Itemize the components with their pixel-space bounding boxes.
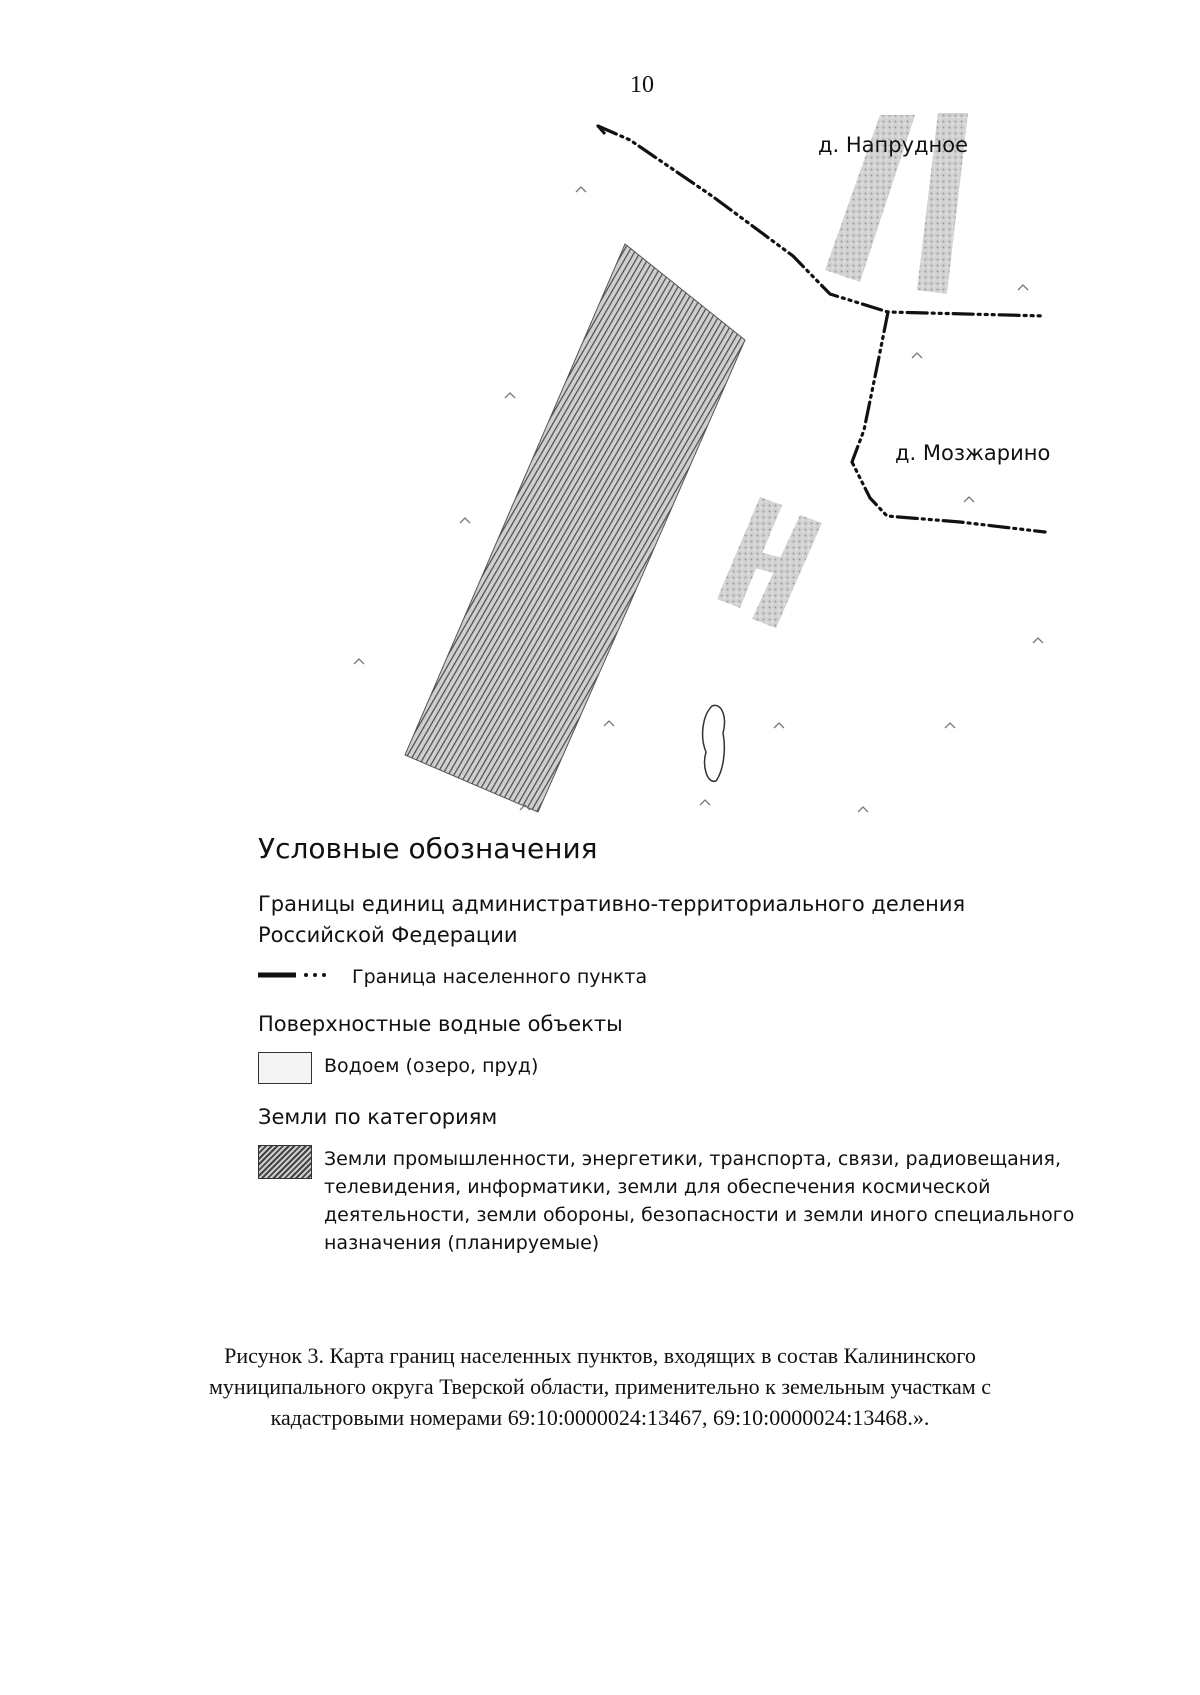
legend-title: Условные обозначения: [258, 832, 598, 865]
small-pond: [703, 705, 725, 781]
mozzharino-label: д. Мозжарино: [895, 441, 1051, 465]
mozzharino-settlement-boundary: [852, 312, 1045, 532]
legend-section-lands: Земли по категориям: [258, 1105, 498, 1129]
page-number: 10: [630, 72, 654, 98]
water-swatch-icon: [258, 1052, 312, 1084]
boundary-label: Граница населенного пункта: [352, 966, 648, 988]
map-legend: [258, 832, 1078, 1257]
special-purpose-land-parcel: [405, 244, 745, 812]
figure-caption: Рисунок 3. Карта границ населенных пунктов, входящих в состав Калининского муниципального округа Тверской области, применительно к земельным участкам с кадастровыми номерами 69:10:0000024:13467, 69:10:0000024:13468.».: [209, 1343, 991, 1430]
lands-label: Земли промышленности, энергетики, транспорта, связи, радиовещания, телевидения, информатики, земли для обеспечения космической деятельности, земли обороны, безопасности и земли иного специального назначения (планируемые): [324, 1148, 1075, 1254]
hatched-land-swatch-icon: [258, 1145, 312, 1179]
legend-section-admin: Границы единиц административно-территориального деления Российской Федерации: [258, 892, 966, 947]
legend-item-lands: [258, 1145, 1078, 1257]
boundary-map: [0, 0, 1200, 830]
legend-section-water: Поверхностные водные объекты: [258, 1012, 623, 1036]
naprudnoe-label: д. Напрудное: [818, 133, 969, 157]
legend-item-water: [258, 1052, 1078, 1084]
water-label: Водоем (озеро, пруд): [324, 1055, 539, 1077]
boundary-line-icon: [258, 963, 346, 987]
legend-item-boundary: [258, 963, 1078, 991]
